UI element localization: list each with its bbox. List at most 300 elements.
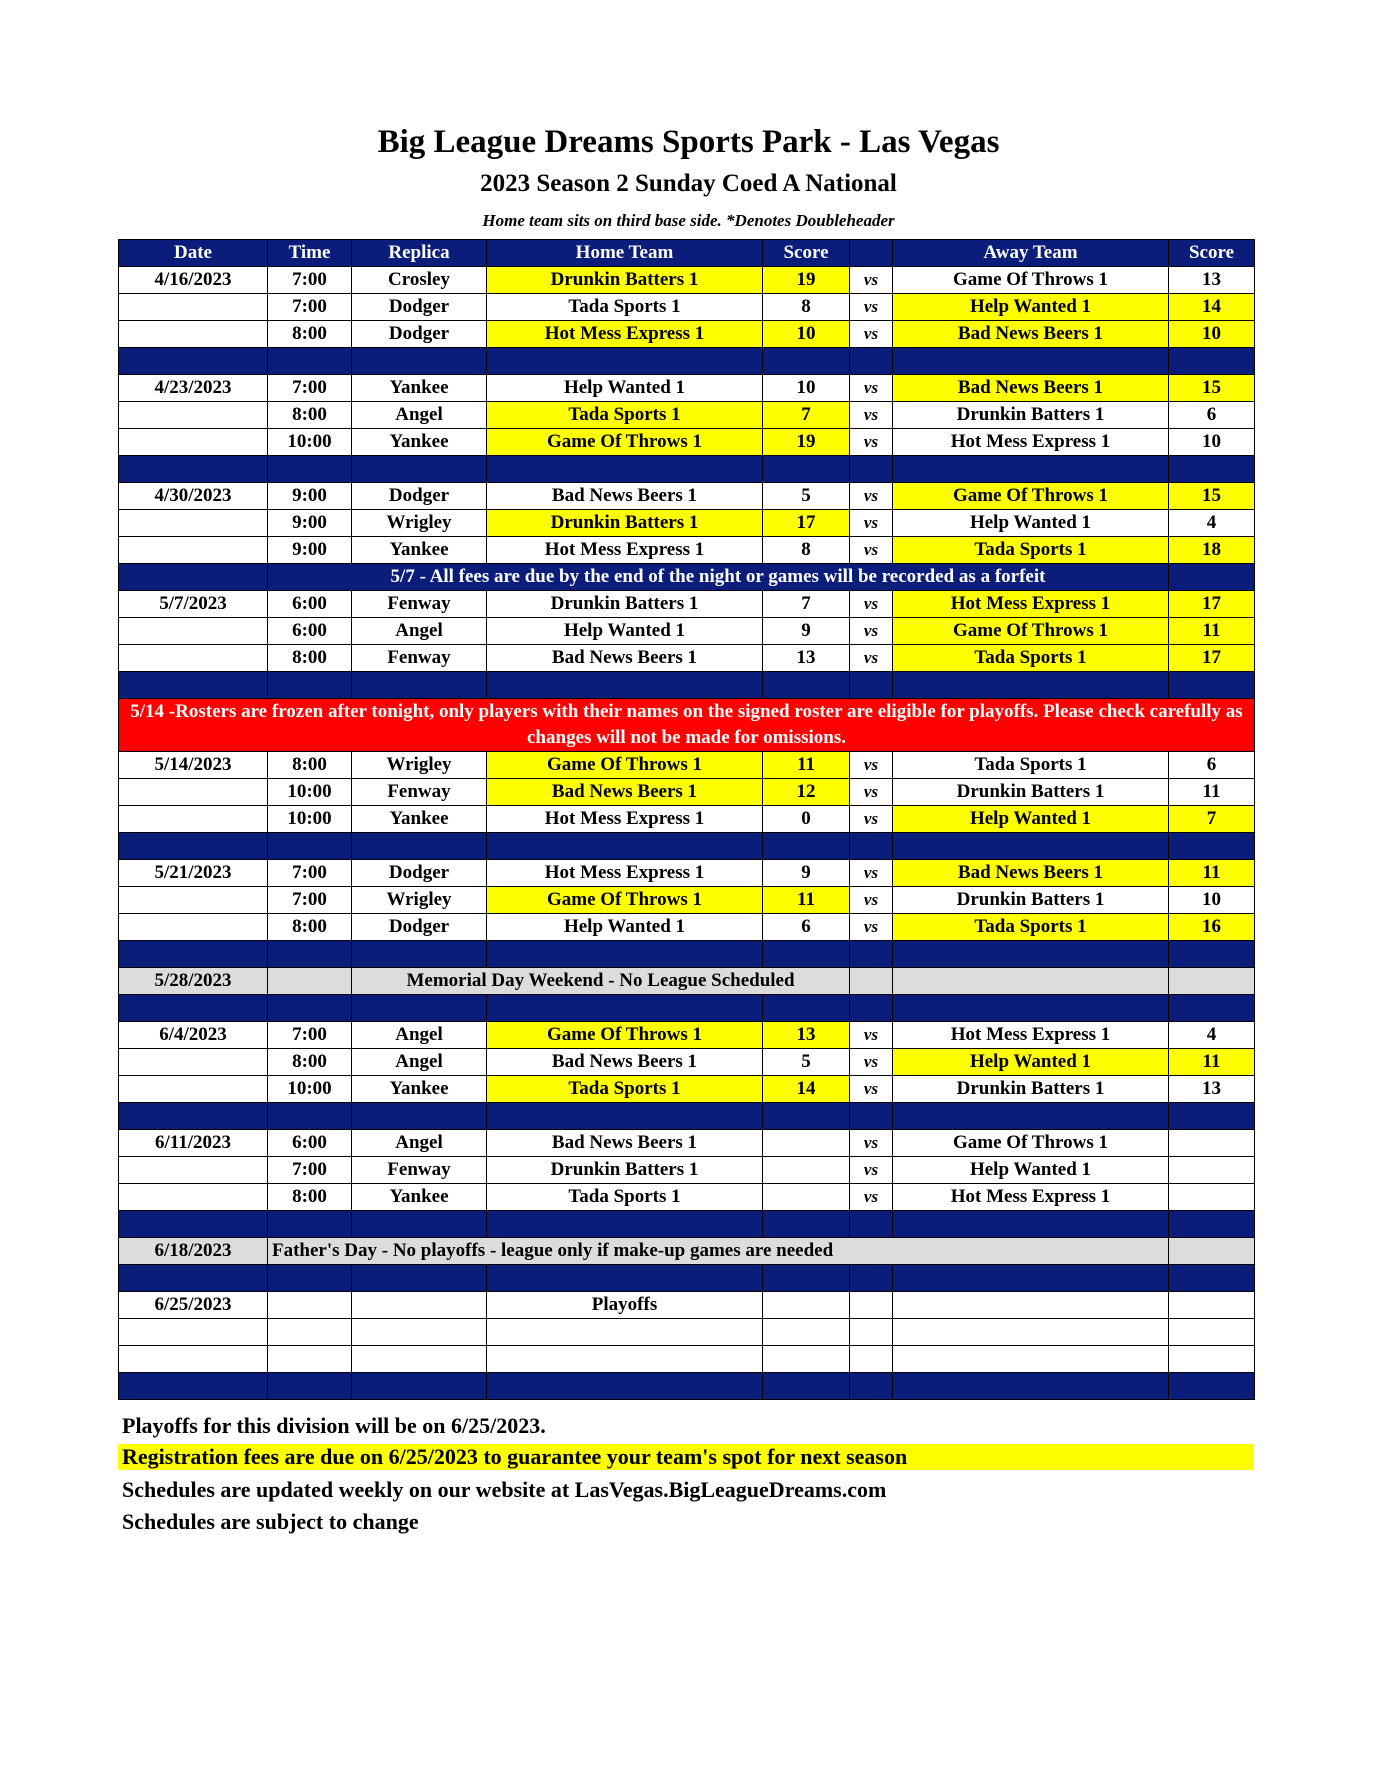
away-score: 15 <box>1169 483 1255 510</box>
game-row <box>119 914 1255 941</box>
separator-cell <box>893 672 1169 699</box>
separator-cell <box>850 672 893 699</box>
game-time <box>268 1292 352 1319</box>
away-team: Game Of Throws 1 <box>893 618 1169 645</box>
versus-label: vs <box>850 375 893 402</box>
separator-cell <box>487 1373 763 1400</box>
versus-label: vs <box>850 294 893 321</box>
away-score: 10 <box>1169 321 1255 348</box>
game-date <box>119 402 268 429</box>
separator-cell <box>1169 1265 1255 1292</box>
separator-cell <box>268 995 352 1022</box>
away-team: Hot Mess Express 1 <box>893 429 1169 456</box>
game-time: 7:00 <box>268 375 352 402</box>
separator-cell <box>763 1265 850 1292</box>
away-team: Help Wanted 1 <box>893 294 1169 321</box>
game-field: Fenway <box>352 779 487 806</box>
away-team: Hot Mess Express 1 <box>893 1184 1169 1211</box>
column-header: Away Team <box>893 240 1169 267</box>
home-team: Tada Sports 1 <box>487 402 763 429</box>
game-field: Yankee <box>352 537 487 564</box>
holiday-date: 5/28/2023 <box>119 968 268 995</box>
game-row <box>119 1292 1255 1319</box>
footer-change-note: Schedules are subject to change <box>122 1509 419 1534</box>
separator-cell <box>352 1103 487 1130</box>
separator-cell <box>119 941 268 968</box>
game-date <box>119 1319 268 1346</box>
away-score: 11 <box>1169 779 1255 806</box>
game-time: 8:00 <box>268 1184 352 1211</box>
versus-label: vs <box>850 887 893 914</box>
separator-cell <box>1169 833 1255 860</box>
separator-cell <box>850 1211 893 1238</box>
game-time <box>268 1319 352 1346</box>
away-team: Tada Sports 1 <box>893 537 1169 564</box>
away-score: 4 <box>1169 510 1255 537</box>
game-row <box>119 375 1255 402</box>
separator-cell <box>352 833 487 860</box>
separator-cell <box>487 348 763 375</box>
away-team <box>893 1346 1169 1373</box>
game-date <box>119 806 268 833</box>
game-field: Angel <box>352 1022 487 1049</box>
game-field: Dodger <box>352 483 487 510</box>
game-row <box>119 1346 1255 1373</box>
versus-label: vs <box>850 1049 893 1076</box>
separator-row <box>119 995 1255 1022</box>
home-score: 19 <box>763 267 850 294</box>
separator-cell <box>487 941 763 968</box>
separator-cell <box>268 1211 352 1238</box>
home-team: Bad News Beers 1 <box>487 779 763 806</box>
separator-cell <box>893 1265 1169 1292</box>
game-field: Fenway <box>352 591 487 618</box>
separator-cell <box>1169 672 1255 699</box>
home-score: 6 <box>763 914 850 941</box>
separator-cell <box>119 833 268 860</box>
separator-cell <box>763 456 850 483</box>
game-date: 4/30/2023 <box>119 483 268 510</box>
versus-label: vs <box>850 806 893 833</box>
versus-label: vs <box>850 645 893 672</box>
separator-cell <box>1169 1211 1255 1238</box>
game-field: Yankee <box>352 1184 487 1211</box>
separator-cell <box>119 1265 268 1292</box>
away-score <box>1169 1157 1255 1184</box>
footer-website-note: Schedules are updated weekly on our website at LasVegas.BigLeagueDreams.com <box>122 1477 887 1502</box>
game-field: Wrigley <box>352 752 487 779</box>
game-field: Dodger <box>352 860 487 887</box>
game-time: 7:00 <box>268 860 352 887</box>
table-header-row <box>119 240 1255 267</box>
home-team: Bad News Beers 1 <box>487 1130 763 1157</box>
away-score <box>1169 1319 1255 1346</box>
separator-cell <box>893 1373 1169 1400</box>
away-score: 10 <box>1169 887 1255 914</box>
home-score <box>763 1292 850 1319</box>
game-field: Wrigley <box>352 887 487 914</box>
game-date <box>119 537 268 564</box>
away-score: 14 <box>1169 294 1255 321</box>
column-header: Time <box>268 240 352 267</box>
separator-cell <box>763 1103 850 1130</box>
away-score: 18 <box>1169 537 1255 564</box>
separator-cell <box>763 1211 850 1238</box>
separator-cell <box>893 941 1169 968</box>
home-score: 0 <box>763 806 850 833</box>
away-score: 7 <box>1169 806 1255 833</box>
separator-cell <box>850 995 893 1022</box>
away-score: 11 <box>1169 860 1255 887</box>
game-field: Angel <box>352 618 487 645</box>
game-row <box>119 483 1255 510</box>
home-team <box>487 1319 763 1346</box>
column-header: Date <box>119 240 268 267</box>
game-date: 6/25/2023 <box>119 1292 268 1319</box>
home-team: Playoffs <box>487 1292 763 1319</box>
game-time: 8:00 <box>268 402 352 429</box>
separator-cell <box>893 348 1169 375</box>
separator-cell <box>850 1265 893 1292</box>
away-team: Tada Sports 1 <box>893 914 1169 941</box>
separator-cell <box>850 833 893 860</box>
versus-label <box>850 1292 893 1319</box>
column-header: Score <box>1169 240 1255 267</box>
game-date: 4/23/2023 <box>119 375 268 402</box>
separator-row <box>119 833 1255 860</box>
game-row <box>119 537 1255 564</box>
game-row <box>119 752 1255 779</box>
game-date <box>119 510 268 537</box>
separator-cell <box>119 672 268 699</box>
away-team: Help Wanted 1 <box>893 806 1169 833</box>
game-date: 5/14/2023 <box>119 752 268 779</box>
versus-label: vs <box>850 429 893 456</box>
away-team: Hot Mess Express 1 <box>893 1022 1169 1049</box>
separator-cell <box>763 1373 850 1400</box>
away-team <box>893 1319 1169 1346</box>
home-team: Drunkin Batters 1 <box>487 267 763 294</box>
versus-label: vs <box>850 267 893 294</box>
home-score: 19 <box>763 429 850 456</box>
game-time: 10:00 <box>268 779 352 806</box>
separator-cell <box>352 941 487 968</box>
home-score: 10 <box>763 321 850 348</box>
blank-cell <box>893 968 1169 995</box>
game-time: 8:00 <box>268 1049 352 1076</box>
home-team: Bad News Beers 1 <box>487 645 763 672</box>
game-row <box>119 321 1255 348</box>
game-time: 9:00 <box>268 510 352 537</box>
home-score <box>763 1157 850 1184</box>
versus-label: vs <box>850 914 893 941</box>
separator-cell <box>268 672 352 699</box>
separator-cell <box>352 348 487 375</box>
game-time: 7:00 <box>268 1022 352 1049</box>
game-date <box>119 1076 268 1103</box>
game-field: Fenway <box>352 1157 487 1184</box>
versus-label <box>850 1319 893 1346</box>
home-score: 14 <box>763 1076 850 1103</box>
roster-alert: 5/14 -Rosters are frozen after tonight, only players with their names on the signed roster are eligible for playoffs. Please check carefully as changes will not be made for omissions. <box>119 699 1255 752</box>
game-row <box>119 510 1255 537</box>
separator-cell <box>487 1265 763 1292</box>
game-date: 6/11/2023 <box>119 1130 268 1157</box>
separator-row <box>119 1103 1255 1130</box>
game-date <box>119 1184 268 1211</box>
separator-cell <box>487 456 763 483</box>
home-score: 7 <box>763 591 850 618</box>
separator-cell <box>352 672 487 699</box>
separator-cell <box>893 456 1169 483</box>
separator-cell <box>487 672 763 699</box>
game-date <box>119 321 268 348</box>
game-field: Dodger <box>352 321 487 348</box>
blank-cell <box>268 968 352 995</box>
game-time: 6:00 <box>268 618 352 645</box>
game-row <box>119 429 1255 456</box>
versus-label: vs <box>850 752 893 779</box>
game-time: 8:00 <box>268 645 352 672</box>
game-field: Yankee <box>352 806 487 833</box>
away-team: Game Of Throws 1 <box>893 267 1169 294</box>
separator-cell <box>850 1373 893 1400</box>
game-date <box>119 429 268 456</box>
game-row <box>119 294 1255 321</box>
game-row <box>119 618 1255 645</box>
away-team: Hot Mess Express 1 <box>893 591 1169 618</box>
game-date: 6/4/2023 <box>119 1022 268 1049</box>
separator-cell <box>487 1103 763 1130</box>
away-team: Help Wanted 1 <box>893 1049 1169 1076</box>
separator-row <box>119 1265 1255 1292</box>
separator-cell <box>1169 348 1255 375</box>
home-score: 17 <box>763 510 850 537</box>
game-date <box>119 1346 268 1373</box>
away-score: 16 <box>1169 914 1255 941</box>
separator-cell <box>850 1103 893 1130</box>
game-field: Yankee <box>352 429 487 456</box>
away-team: Bad News Beers 1 <box>893 860 1169 887</box>
game-row <box>119 779 1255 806</box>
versus-label: vs <box>850 321 893 348</box>
game-date <box>119 294 268 321</box>
away-score: 13 <box>1169 1076 1255 1103</box>
home-score: 8 <box>763 294 850 321</box>
game-time: 7:00 <box>268 887 352 914</box>
versus-label: vs <box>850 779 893 806</box>
separator-row <box>119 941 1255 968</box>
home-team: Game Of Throws 1 <box>487 752 763 779</box>
home-score: 12 <box>763 779 850 806</box>
away-team: Game Of Throws 1 <box>893 1130 1169 1157</box>
home-team: Help Wanted 1 <box>487 914 763 941</box>
game-date <box>119 1157 268 1184</box>
game-field: Wrigley <box>352 510 487 537</box>
game-time: 8:00 <box>268 752 352 779</box>
away-score: 15 <box>1169 375 1255 402</box>
versus-label: vs <box>850 1157 893 1184</box>
separator-row <box>119 456 1255 483</box>
holiday-notice: Father's Day - No playoffs - league only if make-up games are needed <box>268 1238 1169 1265</box>
away-team: Drunkin Batters 1 <box>893 887 1169 914</box>
home-team: Game Of Throws 1 <box>487 887 763 914</box>
separator-cell <box>268 456 352 483</box>
away-score: 4 <box>1169 1022 1255 1049</box>
home-team: Drunkin Batters 1 <box>487 510 763 537</box>
home-score: 13 <box>763 1022 850 1049</box>
separator-cell <box>119 1373 268 1400</box>
game-field: Dodger <box>352 914 487 941</box>
separator-cell <box>893 833 1169 860</box>
home-team: Help Wanted 1 <box>487 375 763 402</box>
home-score <box>763 1184 850 1211</box>
away-score: 17 <box>1169 645 1255 672</box>
versus-label: vs <box>850 483 893 510</box>
game-field <box>352 1346 487 1373</box>
game-field: Yankee <box>352 1076 487 1103</box>
away-score <box>1169 1184 1255 1211</box>
separator-cell <box>119 348 268 375</box>
separator-cell <box>850 456 893 483</box>
game-time: 8:00 <box>268 914 352 941</box>
away-score: 11 <box>1169 1049 1255 1076</box>
separator-cell <box>1169 1373 1255 1400</box>
column-header: Replica <box>352 240 487 267</box>
separator-cell <box>850 941 893 968</box>
home-score <box>763 1319 850 1346</box>
separator-cell <box>352 456 487 483</box>
header-note: Home team sits on third base side. *Denotes Doubleheader <box>482 211 895 230</box>
separator-cell <box>268 1103 352 1130</box>
separator-cell <box>352 995 487 1022</box>
separator-cell <box>1169 564 1255 591</box>
page-title: Big League Dreams Sports Park - Las Vegas <box>377 124 1000 160</box>
game-row <box>119 1022 1255 1049</box>
fees-notice-row <box>119 564 1255 591</box>
game-row <box>119 1184 1255 1211</box>
game-time: 10:00 <box>268 806 352 833</box>
away-team: Bad News Beers 1 <box>893 375 1169 402</box>
away-score <box>1169 1346 1255 1373</box>
separator-cell <box>487 833 763 860</box>
home-score: 10 <box>763 375 850 402</box>
blank-cell <box>1169 1238 1255 1265</box>
separator-cell <box>763 833 850 860</box>
away-team: Drunkin Batters 1 <box>893 402 1169 429</box>
game-time: 10:00 <box>268 429 352 456</box>
versus-label <box>850 1346 893 1373</box>
column-header: Home Team <box>487 240 763 267</box>
versus-label: vs <box>850 1130 893 1157</box>
home-team: Bad News Beers 1 <box>487 1049 763 1076</box>
holiday-row <box>119 1238 1255 1265</box>
game-field: Angel <box>352 1049 487 1076</box>
separator-cell <box>119 1211 268 1238</box>
separator-cell <box>763 995 850 1022</box>
game-date <box>119 887 268 914</box>
game-row <box>119 806 1255 833</box>
away-team: Tada Sports 1 <box>893 752 1169 779</box>
home-score: 7 <box>763 402 850 429</box>
away-team: Help Wanted 1 <box>893 510 1169 537</box>
away-team: Drunkin Batters 1 <box>893 1076 1169 1103</box>
game-row <box>119 887 1255 914</box>
separator-cell <box>487 1211 763 1238</box>
away-team: Bad News Beers 1 <box>893 321 1169 348</box>
separator-cell <box>893 995 1169 1022</box>
home-team: Hot Mess Express 1 <box>487 321 763 348</box>
versus-label: vs <box>850 402 893 429</box>
game-date <box>119 1049 268 1076</box>
roster-alert-row <box>119 699 1255 752</box>
game-date <box>119 645 268 672</box>
home-team: Tada Sports 1 <box>487 294 763 321</box>
game-time: 6:00 <box>268 1130 352 1157</box>
game-date <box>119 779 268 806</box>
versus-label: vs <box>850 1076 893 1103</box>
separator-cell <box>1169 995 1255 1022</box>
separator-cell <box>763 941 850 968</box>
home-team: Game Of Throws 1 <box>487 429 763 456</box>
game-row <box>119 1319 1255 1346</box>
away-team: Game Of Throws 1 <box>893 483 1169 510</box>
away-score: 6 <box>1169 752 1255 779</box>
separator-cell <box>119 564 268 591</box>
separator-cell <box>763 348 850 375</box>
game-date <box>119 618 268 645</box>
away-score: 11 <box>1169 618 1255 645</box>
separator-cell <box>268 941 352 968</box>
separator-cell <box>119 456 268 483</box>
column-header: Score <box>763 240 850 267</box>
separator-cell <box>893 1103 1169 1130</box>
home-team: Tada Sports 1 <box>487 1076 763 1103</box>
away-team <box>893 1292 1169 1319</box>
separator-cell <box>1169 456 1255 483</box>
separator-row <box>119 1211 1255 1238</box>
home-score <box>763 1130 850 1157</box>
away-score <box>1169 1292 1255 1319</box>
game-date: 4/16/2023 <box>119 267 268 294</box>
game-date: 5/7/2023 <box>119 591 268 618</box>
game-row <box>119 860 1255 887</box>
game-field <box>352 1292 487 1319</box>
game-time: 10:00 <box>268 1076 352 1103</box>
game-row <box>119 645 1255 672</box>
game-field: Angel <box>352 1130 487 1157</box>
game-date <box>119 914 268 941</box>
game-field: Dodger <box>352 294 487 321</box>
fees-notice: 5/7 - All fees are due by the end of the night or games will be recorded as a forfeit <box>268 564 1169 591</box>
game-time: 6:00 <box>268 591 352 618</box>
home-team <box>487 1346 763 1373</box>
column-header <box>850 240 893 267</box>
versus-label: vs <box>850 591 893 618</box>
home-score: 13 <box>763 645 850 672</box>
separator-cell <box>119 995 268 1022</box>
separator-cell <box>487 995 763 1022</box>
away-team: Tada Sports 1 <box>893 645 1169 672</box>
game-time: 7:00 <box>268 267 352 294</box>
holiday-row <box>119 968 1255 995</box>
home-score: 9 <box>763 618 850 645</box>
home-score: 11 <box>763 752 850 779</box>
home-score: 11 <box>763 887 850 914</box>
game-field: Fenway <box>352 645 487 672</box>
separator-cell <box>352 1373 487 1400</box>
game-row <box>119 591 1255 618</box>
